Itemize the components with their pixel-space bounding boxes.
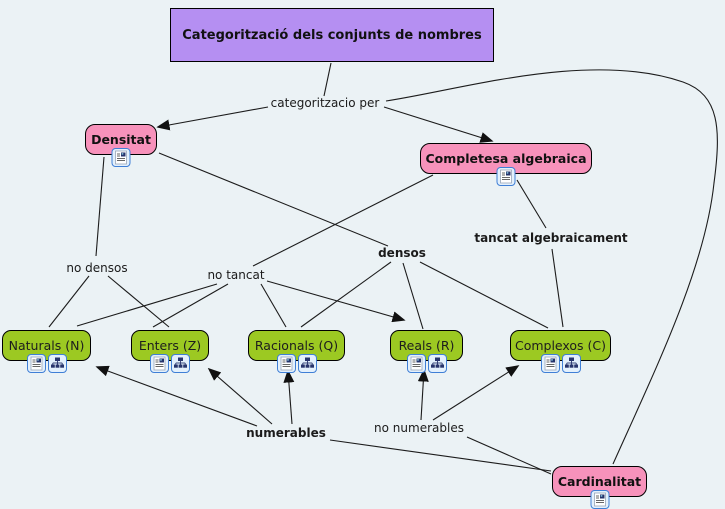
document-icon[interactable]	[112, 148, 131, 167]
document-icon[interactable]	[497, 167, 516, 186]
document-icon[interactable]	[150, 354, 169, 373]
node-reals-label: Reals (R)	[398, 338, 455, 353]
link-label-categoritzacio-per[interactable]: categoritzacio per	[270, 96, 380, 110]
org-chart-icon[interactable]	[48, 354, 67, 373]
org-chart-icon[interactable]	[171, 354, 190, 373]
node-cardinalitat[interactable]	[552, 466, 647, 497]
node-reals[interactable]	[390, 330, 463, 361]
node-root-label: Categorització dels conjunts de nombres	[182, 27, 482, 43]
link-label-no-tancat[interactable]: no tancat	[207, 268, 265, 282]
document-icon[interactable]	[27, 354, 46, 373]
node-cardinalitat-label: Cardinalitat	[557, 474, 642, 489]
document-icon[interactable]	[407, 354, 426, 373]
node-densitat-label: Densitat	[91, 132, 151, 147]
node-complexos-label: Complexos (C)	[514, 338, 607, 353]
org-chart-icon[interactable]	[562, 354, 581, 373]
link-label-tancat-algebraicament[interactable]: tancat algebraicament	[474, 231, 628, 245]
node-naturals-label: Naturals (N)	[8, 338, 85, 353]
link-label-no-densos[interactable]: no densos	[66, 261, 128, 275]
node-naturals[interactable]	[2, 330, 91, 361]
node-racionals-label: Racionals (Q)	[254, 338, 339, 353]
org-chart-icon[interactable]	[298, 354, 317, 373]
node-completesa-algebraica[interactable]	[420, 143, 592, 174]
document-icon[interactable]	[590, 490, 609, 509]
document-icon[interactable]	[277, 354, 296, 373]
link-label-no-numerables[interactable]: no numerables	[374, 421, 464, 435]
org-chart-icon[interactable]	[428, 354, 447, 373]
node-completesa-label: Completesa algebraica	[425, 151, 587, 166]
link-label-densos[interactable]: densos	[378, 246, 426, 260]
node-enters-label: Enters (Z)	[138, 338, 202, 353]
node-racionals[interactable]	[248, 330, 345, 361]
node-complexos[interactable]	[510, 330, 611, 361]
node-densitat[interactable]	[85, 124, 157, 155]
document-icon[interactable]	[541, 354, 560, 373]
link-label-numerables[interactable]: numerables	[246, 426, 326, 440]
node-root[interactable]	[170, 8, 494, 62]
node-enters[interactable]	[131, 330, 209, 361]
